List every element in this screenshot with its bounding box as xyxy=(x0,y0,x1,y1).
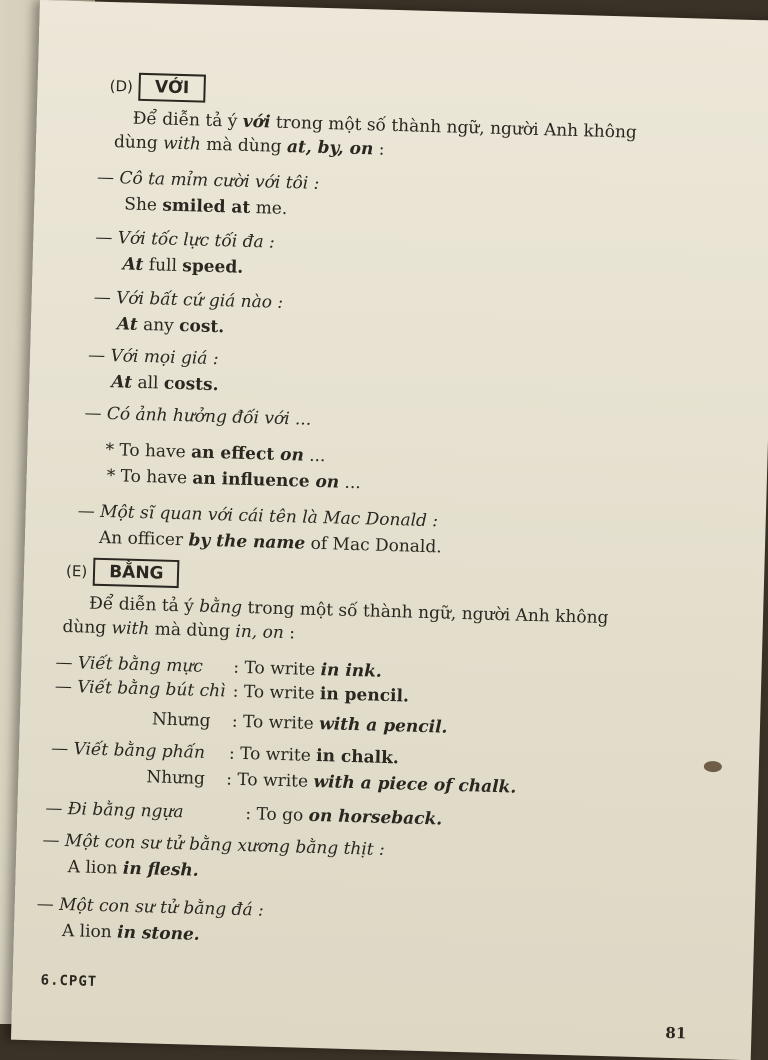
bang-line xyxy=(152,707,448,740)
intro-text: dùng xyxy=(113,132,164,154)
en-text: A lion xyxy=(61,920,118,943)
en-text: full xyxy=(143,254,183,277)
en-text: She xyxy=(124,194,163,216)
vi-text: — Viết bằng mực xyxy=(55,652,204,677)
en-phrase: with a piece of chalk. xyxy=(313,771,517,798)
example-en xyxy=(122,252,243,280)
en-phrase: speed. xyxy=(182,256,244,278)
en-text: any xyxy=(137,314,180,337)
lion-vi: — Một con sư tử bằng xương bằng thịt : xyxy=(42,830,386,860)
lion-en xyxy=(67,855,199,884)
intro-keyword: với xyxy=(242,111,271,133)
en-phrase: with a pencil. xyxy=(318,714,448,738)
en-text: of Mac Donald. xyxy=(304,533,442,558)
section-e-header xyxy=(66,557,180,588)
example-vi: — Với mọi giá : xyxy=(87,345,219,370)
section-e-title: BẰNG xyxy=(93,558,180,588)
vi-text: Nhưng xyxy=(151,709,211,732)
intro-keyword: in, on xyxy=(235,621,285,644)
en-phrase: on horseback. xyxy=(308,805,443,830)
en-text: : To write xyxy=(226,769,314,792)
section-d-title: VỚI xyxy=(138,73,205,103)
page-content xyxy=(36,72,738,945)
en-text: : To write xyxy=(231,711,320,735)
intro-keyword: at, by, on xyxy=(286,136,374,160)
en-text: : To write xyxy=(232,681,321,705)
section-d-header xyxy=(109,72,205,103)
section-d-letter: (D) xyxy=(109,76,134,96)
lion-vi: — Một con sư tử bằng đá : xyxy=(36,894,265,921)
example-en xyxy=(117,312,225,340)
intro-text: dùng xyxy=(62,616,112,639)
en-phrase: At xyxy=(122,254,144,275)
intro-keyword: with xyxy=(111,618,150,640)
lion-en xyxy=(62,919,200,948)
en-phrase: in stone. xyxy=(116,922,200,945)
intro-text: Để diễn tả ý xyxy=(88,593,200,617)
example-vi: — Với bất cứ giá nào : xyxy=(93,287,284,313)
intro-text: Để diễn tả ý xyxy=(132,108,244,132)
en-phrase: costs. xyxy=(163,373,219,396)
footer-code: 6.CPGT xyxy=(40,972,98,990)
vi-text: — Đi bằng ngựa xyxy=(45,798,184,823)
vi-text: Nhưng xyxy=(146,767,206,789)
en-phrase: in chalk. xyxy=(315,746,400,769)
en-phrase: an effect xyxy=(190,442,275,465)
intro-keyword: with xyxy=(162,133,202,155)
en-phrase: At xyxy=(111,372,133,393)
bang-line xyxy=(51,737,399,772)
officer-vi: — Một sĩ quan với cái tên là Mac Donald : xyxy=(77,501,439,532)
en-text: * To have xyxy=(105,440,192,463)
example-vi: — Có ảnh hưởng đối với ... xyxy=(84,403,312,430)
en-text: me. xyxy=(250,197,288,219)
intro-keyword: bằng xyxy=(198,596,243,618)
en-phrase: smiled at xyxy=(162,195,251,218)
en-text: : To write xyxy=(228,743,317,767)
en-phrase: in pencil. xyxy=(319,684,410,707)
example-vi: — Cô ta mỉm cười với tôi : xyxy=(96,167,320,194)
section-e-letter: (E) xyxy=(65,561,88,581)
example-vi: — Với tốc lực tối đa : xyxy=(95,227,276,253)
en-phrase: At xyxy=(116,314,138,335)
bang-line xyxy=(45,796,442,832)
en-phrase: in ink. xyxy=(320,660,383,682)
en-text: ... xyxy=(303,445,326,467)
vi-text: — Viết bằng phấn xyxy=(50,738,206,763)
en-text: all xyxy=(131,372,165,394)
en-phrase: cost. xyxy=(178,316,225,338)
intro-text: trong một số thành ngữ, người Anh không xyxy=(241,597,609,629)
en-text: An officer xyxy=(98,527,189,551)
en-text: ... xyxy=(338,472,362,494)
intro-text: trong một số thành ngữ, người Anh không xyxy=(270,112,638,143)
intro-text: : xyxy=(283,623,296,644)
en-phrase: on xyxy=(309,471,340,493)
en-text: : To write xyxy=(233,657,321,681)
en-phrase: on xyxy=(273,444,305,466)
section-e-intro-line2 xyxy=(62,615,295,646)
intro-text: mà dùng xyxy=(200,134,288,157)
book-page xyxy=(11,0,768,1060)
intro-text: mà dùng xyxy=(149,619,236,642)
example-en xyxy=(124,192,288,222)
bang-line xyxy=(146,765,517,800)
en-phrase: in flesh. xyxy=(122,858,199,881)
vi-text: — Viết bằng bút chì xyxy=(54,676,226,702)
en-phrase: by the name xyxy=(188,530,306,554)
en-text: : To go xyxy=(245,804,309,826)
intro-text: : xyxy=(373,139,385,160)
page-number: 81 xyxy=(665,1023,687,1043)
example-en xyxy=(111,370,219,398)
ink-stain xyxy=(704,761,722,772)
en-text: A lion xyxy=(67,857,124,879)
en-phrase: an influence xyxy=(192,468,310,492)
en-text: * To have xyxy=(106,466,193,489)
